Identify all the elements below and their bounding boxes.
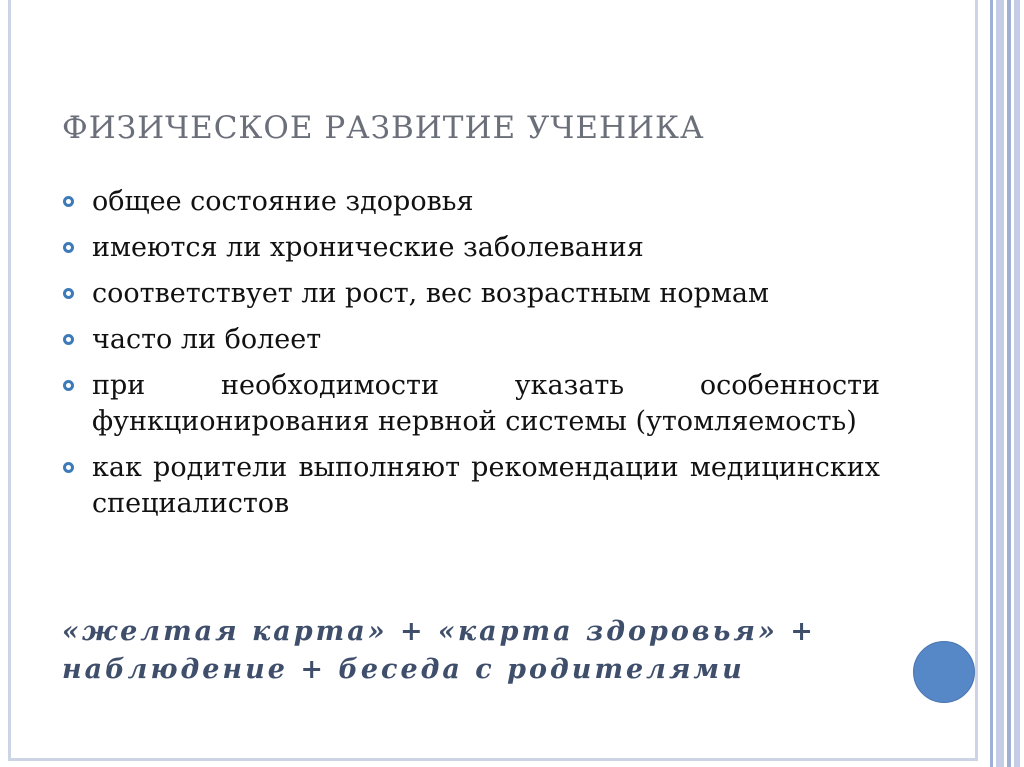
bullet-list xyxy=(62,184,880,532)
bullet-icon xyxy=(63,380,74,391)
bullet-text: соответствует ли рост, вес возрастным нормам xyxy=(92,278,770,309)
bullet-item xyxy=(62,322,880,358)
stripe xyxy=(990,0,993,767)
bullet-icon xyxy=(63,242,74,253)
bullet-icon xyxy=(63,288,74,299)
bullet-item xyxy=(62,368,880,440)
stripe xyxy=(1014,0,1020,767)
bullet-text: как родители выполняют рекомендации медицинских специалистов xyxy=(92,452,880,519)
bullet-item xyxy=(62,276,880,312)
bullet-text: часто ли болеет xyxy=(92,324,322,355)
slide-title: ФИЗИЧЕСКОЕ РАЗВИТИЕ УЧЕНИКА xyxy=(62,110,705,146)
summary-note-line: наблюдение + беседа с родителями xyxy=(62,654,745,685)
stripe xyxy=(1007,0,1011,767)
bullet-text: имеются ли хронические заболевания xyxy=(92,232,644,263)
bullet-item xyxy=(62,230,880,266)
bullet-icon xyxy=(63,334,74,345)
bullet-icon xyxy=(63,462,74,473)
stripe xyxy=(996,0,1004,767)
bullet-icon xyxy=(63,196,74,207)
bullet-text: при необходимости указать особенности функционирования нервной системы (утомляемость) xyxy=(92,370,880,437)
decorative-stripes xyxy=(986,0,1024,767)
bullet-item xyxy=(62,450,880,522)
summary-note-line: «желтая карта» + «карта здоровья» + xyxy=(62,616,816,647)
bullet-item xyxy=(62,184,880,220)
summary-note xyxy=(62,613,880,689)
bullet-text: общее состояние здоровья xyxy=(92,186,474,217)
decorative-circle xyxy=(913,641,975,703)
